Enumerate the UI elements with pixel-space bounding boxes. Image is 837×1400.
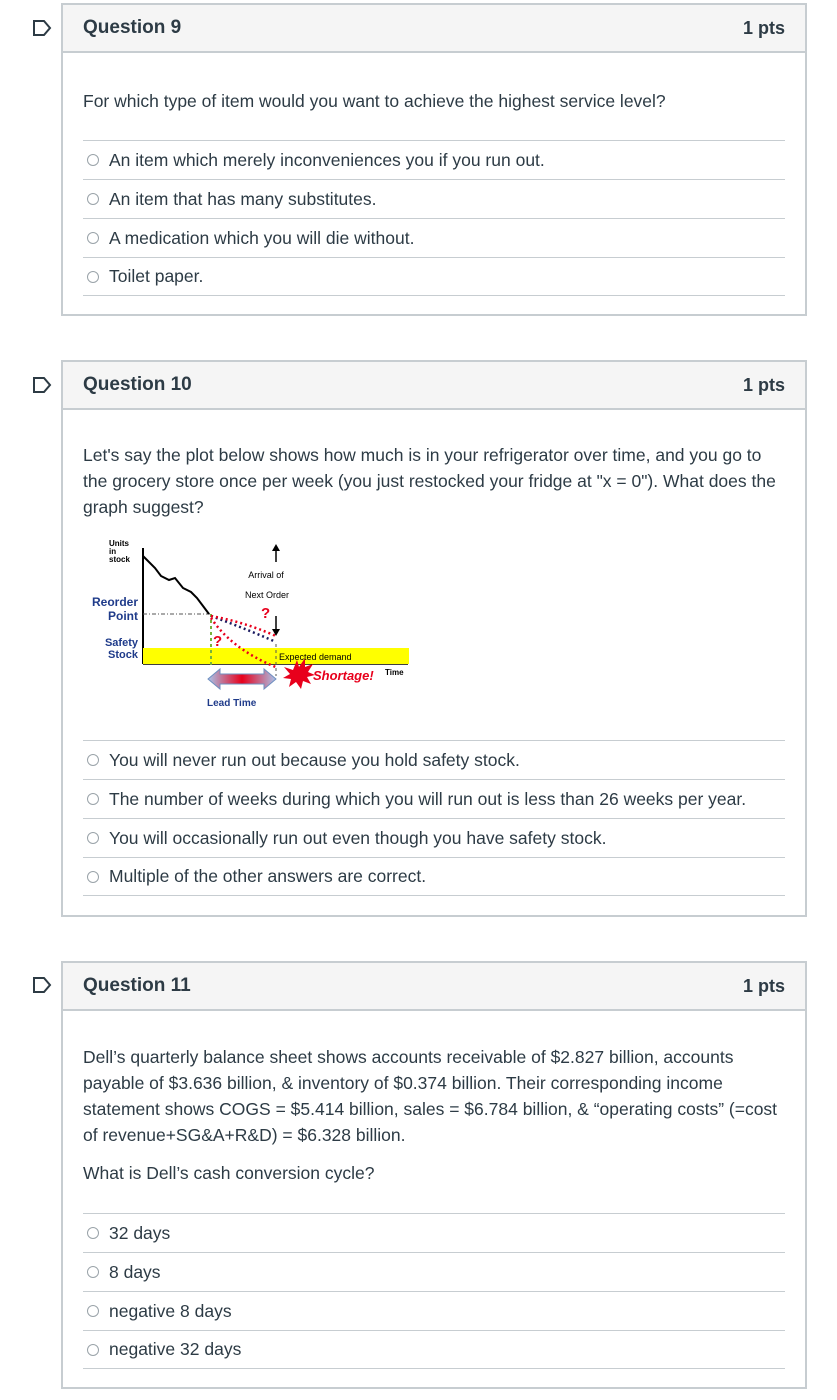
safety-stock-label: Safety [104,637,138,649]
question-11 [61,961,807,1389]
answer-option[interactable]: negative 32 days [83,1330,785,1369]
reorder-point-label: Reorder [91,595,138,609]
question-header [63,362,805,410]
question-10 [61,360,807,917]
flag-question-icon[interactable] [32,376,52,394]
question-points: 1 pts [742,374,785,395]
arrival-arrow-up [272,544,280,551]
flag-question-icon[interactable] [32,19,52,37]
radio-button[interactable] [87,1344,99,1356]
answer-option[interactable]: You will never run out because you hold safety stock. [83,740,785,779]
question-points: 1 pts [742,975,785,996]
radio-button[interactable] [87,871,99,883]
inventory-plot [83,536,413,716]
question-9 [61,3,807,316]
y-axis-label: Units [109,539,129,548]
answer-list [83,140,785,296]
radio-button[interactable] [87,154,99,166]
answer-list [83,1213,785,1369]
question-text: Let's say the plot below shows how much is in your refrigerator over time, and you go to the grocery store once per week (you just restocked your fridge at "x = 0"). What does the graph suggest? [83,445,776,517]
shortage-label: Shortage! [313,668,374,683]
answer-option[interactable]: 32 days [83,1213,785,1252]
radio-button[interactable] [87,1305,99,1317]
answer-option[interactable]: The number of weeks during which you will run out is less than 26 weeks per year. [83,779,785,818]
answer-option[interactable]: You will occasionally run out even though you have safety stock. [83,818,785,857]
radio-button[interactable] [87,832,99,844]
svg-text:Stock: Stock [108,649,138,661]
question-text: For which type of item would you want to achieve the highest service level? [83,91,666,111]
question-title: Question 11 [83,975,191,996]
lead-time-arrow [208,669,276,689]
radio-button[interactable] [87,193,99,205]
radio-button[interactable] [87,754,99,766]
time-label: Time [385,668,404,677]
question-paragraph: What is Dell’s cash conversion cycle? [83,1163,375,1183]
radio-button[interactable] [87,271,99,283]
answer-option[interactable]: A medication which you will die without. [83,218,785,257]
radio-button[interactable] [87,232,99,244]
question-title: Question 9 [83,17,182,38]
question-title: Question 10 [83,374,192,395]
answer-option[interactable]: An item that has many substitutes. [83,179,785,218]
answer-option[interactable]: An item which merely inconveniences you if you run out. [83,140,785,179]
svg-text:stock: stock [109,555,130,564]
question-mark: ? [261,605,271,622]
question-header [63,963,805,1011]
question-header [63,5,805,53]
answer-option[interactable]: Toilet paper. [83,257,785,296]
question-points: 1 pts [742,17,785,38]
svg-text:Next Order: Next Order [244,590,290,600]
radio-button[interactable] [87,1227,99,1239]
svg-text:Point: Point [108,609,138,623]
radio-button[interactable] [87,793,99,805]
question-text [83,1011,785,1186]
answer-option[interactable]: Multiple of the other answers are correct. [83,857,785,896]
question-paragraph: Dell’s quarterly balance sheet shows accounts receivable of $2.827 billion, accounts payable of $3.636 billion, & inventory of $0.374 billion. Their corresponding income statement shows COGS = $5.414 billion, sales = $6.784 billion, & “operating costs” (=cost of revenue+SG&A+R&D) = $6.328 billion. [83,1047,778,1145]
inventory-line [143,556,209,614]
arrival-label: Arrival of [248,570,284,580]
svg-text:?: ? [213,633,223,650]
expected-demand-label: Expected demand [279,652,352,662]
svg-text:in: in [109,547,117,556]
lead-time-label: Lead Time [207,698,257,709]
answer-list [83,740,785,896]
answer-option[interactable]: 8 days [83,1252,785,1291]
radio-button[interactable] [87,1266,99,1278]
flag-question-icon[interactable] [32,976,52,994]
answer-option[interactable]: negative 8 days [83,1291,785,1330]
